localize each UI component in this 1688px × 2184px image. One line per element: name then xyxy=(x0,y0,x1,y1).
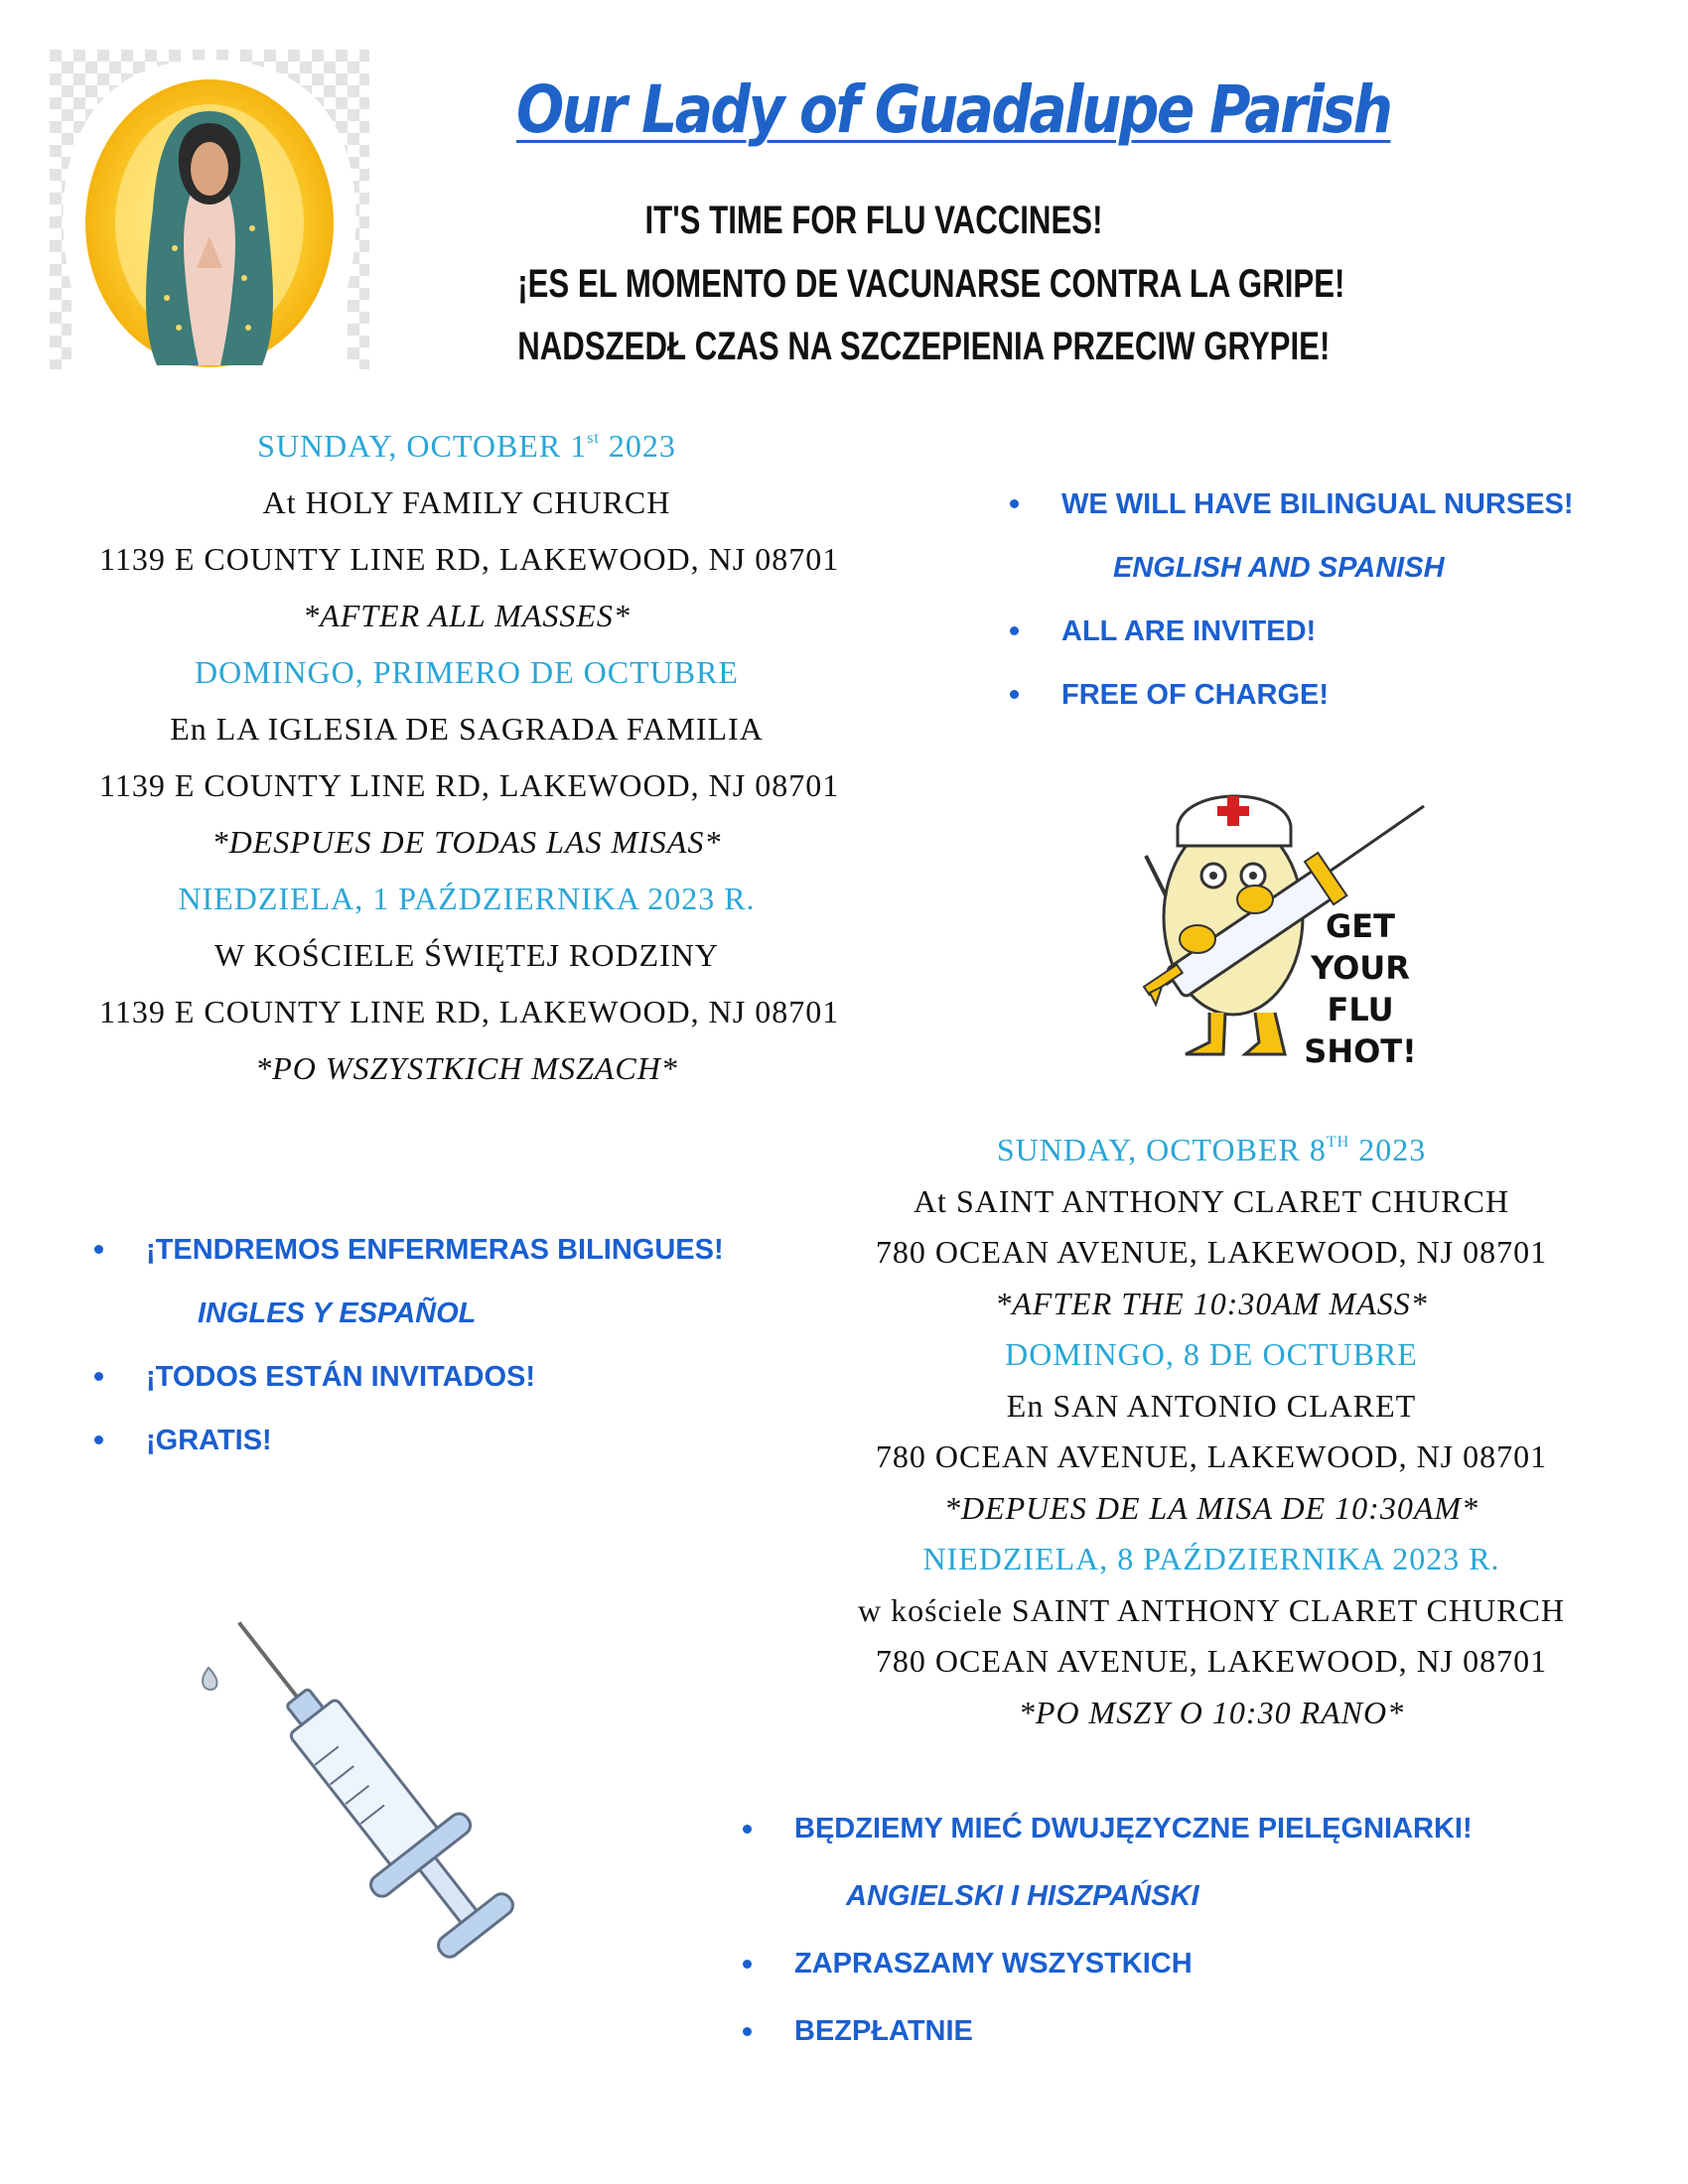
event-1-date-spanish: DOMINGO, PRIMERO DE OCTUBRE xyxy=(195,654,739,690)
list-item: FREE OF CHARGE! xyxy=(1010,663,1655,727)
event-2-address-english: 780 OCEAN AVENUE, LAKEWOOD, NJ 08701 xyxy=(875,1234,1548,1270)
list-item-sub: ENGLISH AND SPANISH xyxy=(1113,552,1445,584)
list-item-sub: ANGIELSKI I HISZPAŃSKI xyxy=(846,1880,1199,1912)
event-1-location-english: At HOLY FAMILY CHURCH xyxy=(262,484,671,520)
bullet-dot xyxy=(94,1372,103,1381)
list-item: WE WILL HAVE BILINGUAL NURSES! xyxy=(1010,473,1655,536)
event-2-note-english: *AFTER THE 10:30AM MASS* xyxy=(995,1285,1428,1321)
event-1-location-polish: W KOŚCIELE ŚWIĘTEJ RODZINY xyxy=(213,937,719,973)
list-item: BEZPŁATNIE xyxy=(743,1997,1537,2065)
list-item: ¡TENDREMOS ENFERMERAS BILINGUES! xyxy=(94,1218,789,1282)
page-title: Our Lady of Guadalupe Parish xyxy=(516,71,1391,148)
event-2-note-spanish: *DEPUES DE LA MISA DE 10:30AM* xyxy=(943,1489,1479,1526)
bullet-dot xyxy=(94,1245,103,1254)
event-2-date-polish: NIEDZIELA, 8 PAŹDZIERNIKA 2023 R. xyxy=(922,1541,1500,1576)
bullet-list-polish xyxy=(743,1795,1537,2065)
list-item: BĘDZIEMY MIEĆ DWUJĘZYCZNE PIELĘGNIARKI! xyxy=(743,1795,1537,1862)
headline-polish: NADSZEDŁ CZAS NA SZCZEPIENIA PRZECIW GRYPIE! xyxy=(517,325,1331,368)
headline-english: IT'S TIME FOR FLU VACCINES! xyxy=(644,199,1103,242)
event-1-block xyxy=(99,410,840,1097)
event-1-date-polish: NIEDZIELA, 1 PAŹDZIERNIKA 2023 R. xyxy=(178,881,756,916)
cartoon-text-line: YOUR xyxy=(1311,949,1410,987)
list-item-sub: INGLES Y ESPAÑOL xyxy=(198,1297,477,1329)
event-2-note-polish: *PO MSZY O 10:30 RANO* xyxy=(1018,1694,1405,1730)
event-1-date-english: SUNDAY, OCTOBER 1st 2023 xyxy=(257,428,676,464)
bullet-dot xyxy=(1010,690,1019,699)
bullet-list-spanish xyxy=(94,1218,789,1472)
virgin-of-guadalupe-image xyxy=(50,50,369,369)
headline-spanish: ¡ES EL MOMENTO DE VACUNARSE CONTRA LA GRIPE! xyxy=(517,262,1345,306)
event-1-note-english: *AFTER ALL MASSES* xyxy=(303,598,631,633)
event-2-location-polish: w kościele SAINT ANTHONY CLARET CHURCH xyxy=(857,1591,1566,1628)
bullet-list-english xyxy=(1010,473,1655,727)
event-1-location-spanish: En LA IGLESIA DE SAGRADA FAMILIA xyxy=(170,711,764,747)
event-1-address-english: 1139 E COUNTY LINE RD, LAKEWOOD, NJ 08701 xyxy=(99,541,840,577)
bullet-dot xyxy=(1010,626,1019,635)
event-2-location-english: At SAINT ANTHONY CLARET CHURCH xyxy=(913,1182,1510,1219)
event-1-address-spanish: 1139 E COUNTY LINE RD, LAKEWOOD, NJ 08701 xyxy=(99,767,840,803)
list-item: ¡GRATIS! xyxy=(94,1409,789,1472)
bullet-dot xyxy=(743,1960,752,1969)
bullet-dot xyxy=(1010,499,1019,508)
bullet-dot xyxy=(743,2027,752,2036)
cartoon-text-line: FLU xyxy=(1327,991,1394,1028)
egg-nurse-syringe-cartoon xyxy=(1126,756,1454,1082)
event-1-address-polish: 1139 E COUNTY LINE RD, LAKEWOOD, NJ 08701 xyxy=(99,994,840,1029)
list-item: ZAPRASZAMY WSZYSTKICH xyxy=(743,1930,1537,1997)
event-1-note-spanish: *DESPUES DE TODAS LAS MISAS* xyxy=(211,824,722,860)
list-item: ¡TODOS ESTÁN INVITADOS! xyxy=(94,1345,789,1409)
event-2-date-spanish: DOMINGO, 8 DE OCTUBRE xyxy=(1005,1336,1418,1372)
event-2-block xyxy=(799,1117,1623,1738)
event-2-address-spanish: 780 OCEAN AVENUE, LAKEWOOD, NJ 08701 xyxy=(875,1438,1548,1474)
event-2-date-english: SUNDAY, OCTOBER 8TH 2023 xyxy=(996,1132,1427,1167)
event-2-location-spanish: En SAN ANTONIO CLARET xyxy=(1006,1387,1417,1424)
event-1-note-polish: *PO WSZYSTKICH MSZACH* xyxy=(255,1050,678,1086)
syringe-icon xyxy=(169,1569,566,2005)
event-2-address-polish: 780 OCEAN AVENUE, LAKEWOOD, NJ 08701 xyxy=(875,1643,1548,1679)
list-item: ALL ARE INVITED! xyxy=(1010,600,1655,663)
bullet-dot xyxy=(94,1435,103,1444)
bullet-dot xyxy=(743,1825,752,1834)
cartoon-text-line: GET xyxy=(1326,907,1395,945)
cartoon-text-line: SHOT! xyxy=(1304,1032,1417,1070)
